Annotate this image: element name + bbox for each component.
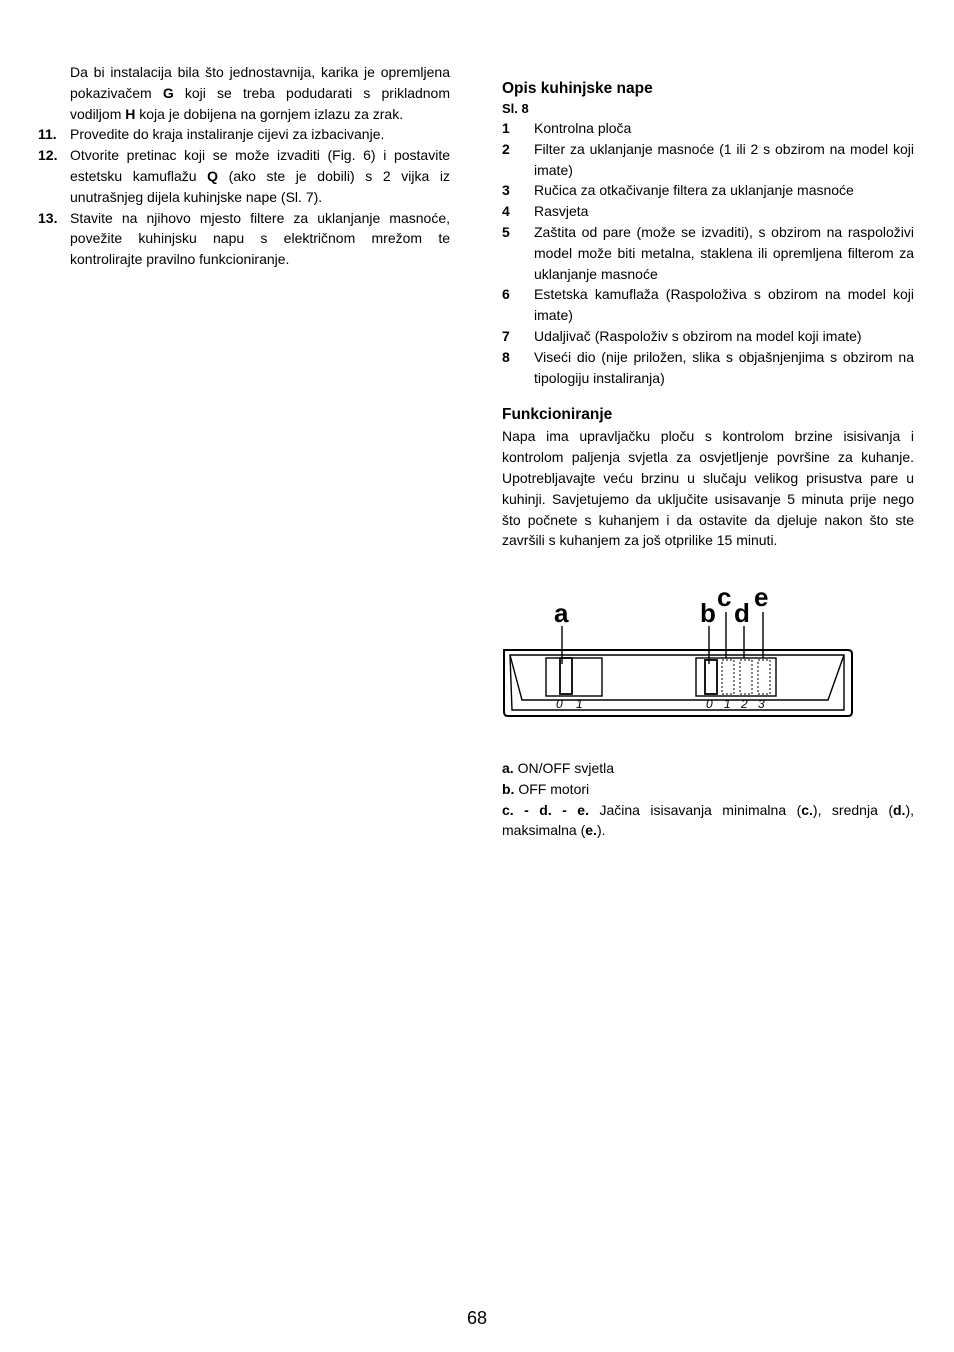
label-b: b (700, 598, 716, 628)
step-12: 12. Otvorite pretinac koji se može izvaditi (Fig. 6) i postavite estetsku kamuflažu Q (ako ste je dobili) s 2 vijka iz unutrašnjeg dijela kuhinjske nape (Sl. 7). (38, 147, 450, 205)
step-13: 13. Stavite na njihovo mjesto filtere za uklanjanje masnoće, povežite kuhinjsku napu s električnom mrežom te kontrolirajte pravilno funkcioniranje. (38, 209, 450, 268)
intro-paragraph: Da bi instalacija bila što jednostavnija, karika je opremljena pokazivačem G koji se treba podudarati s prikladnom vodiljom H koja je dobijena na gornjem izlazu za zrak. (70, 64, 450, 122)
speed-scale-0: 0 (706, 697, 713, 711)
control-panel-illustration (498, 582, 858, 722)
operation-text: Napa ima upravljačku ploču s kontrolom brzine isisivanja i kontrolom paljenja svjetla za osvjetljenje površine za kuhanje. Upotrebljavajte veću brzinu u slučaju velikog prisustva pare u kuhinji. Savjetujemo da uključite usisavanje 5 minuta prije nego što počnete s kuhanjem i da ostavite da djeluje nakon što ste završili s kuhanjem za još otprilike 15 minuti. (502, 428, 914, 549)
step-11: 11. Provedite do kraja instaliranje cijevi za izbacivanje. (38, 126, 385, 143)
speed-scale-2: 2 (741, 697, 748, 711)
description-fig: Sl. 8 (502, 101, 529, 116)
panel-legend (502, 758, 914, 841)
light-scale-1: 1 (576, 697, 583, 711)
description-item: 8 Viseći dio (nije priložen, slika s objašnjenjima s obzirom na tipologiju instaliranja) (502, 348, 914, 386)
description-list (502, 118, 914, 388)
label-d: d (734, 598, 750, 628)
description-item: 4 Rasvjeta (502, 203, 589, 220)
description-item: 6 Estetska kamuflaža (Raspoloživa s obzirom na model koji imate) (502, 286, 914, 324)
operation-title: Funkcioniranje (502, 406, 613, 424)
label-a: a (554, 598, 569, 628)
label-c: c (717, 582, 732, 612)
description-item: 7 Udaljivač (Raspoloživ s obzirom na model koji imate) (502, 327, 862, 344)
left-column (38, 62, 450, 270)
light-scale-0: 0 (556, 697, 563, 711)
description-item: 1 Kontrolna ploča (502, 120, 632, 136)
legend-item-a: a. ON/OFF svjetla (502, 760, 615, 776)
legend-item-b: b. OFF motori (502, 780, 590, 797)
right-column (502, 78, 914, 551)
label-e: e (754, 582, 769, 612)
description-item: 5 Zaštita od pare (može se izvaditi), s obzirom na raspoloživi model može biti metalna, staklena ili opremljena filterom za uklanjanje masnoće (502, 223, 914, 282)
description-item: 3 Ručica za otkačivanje filtera za uklanjanje masnoće (502, 182, 854, 199)
legend-item-cde: c. - d. - e. Jačina isisavanja minimalna (c.), srednja (d.), maksimalna (e.). (502, 801, 914, 839)
speed-scale-3: 3 (758, 697, 765, 711)
description-title: Opis kuhinjske nape (502, 80, 653, 97)
description-item: 2 Filter za uklanjanje masnoće (1 ili 2 s obzirom na model koji imate) (502, 140, 914, 178)
speed-scale-1: 1 (724, 697, 731, 711)
page-number: 68 (466, 1308, 488, 1328)
